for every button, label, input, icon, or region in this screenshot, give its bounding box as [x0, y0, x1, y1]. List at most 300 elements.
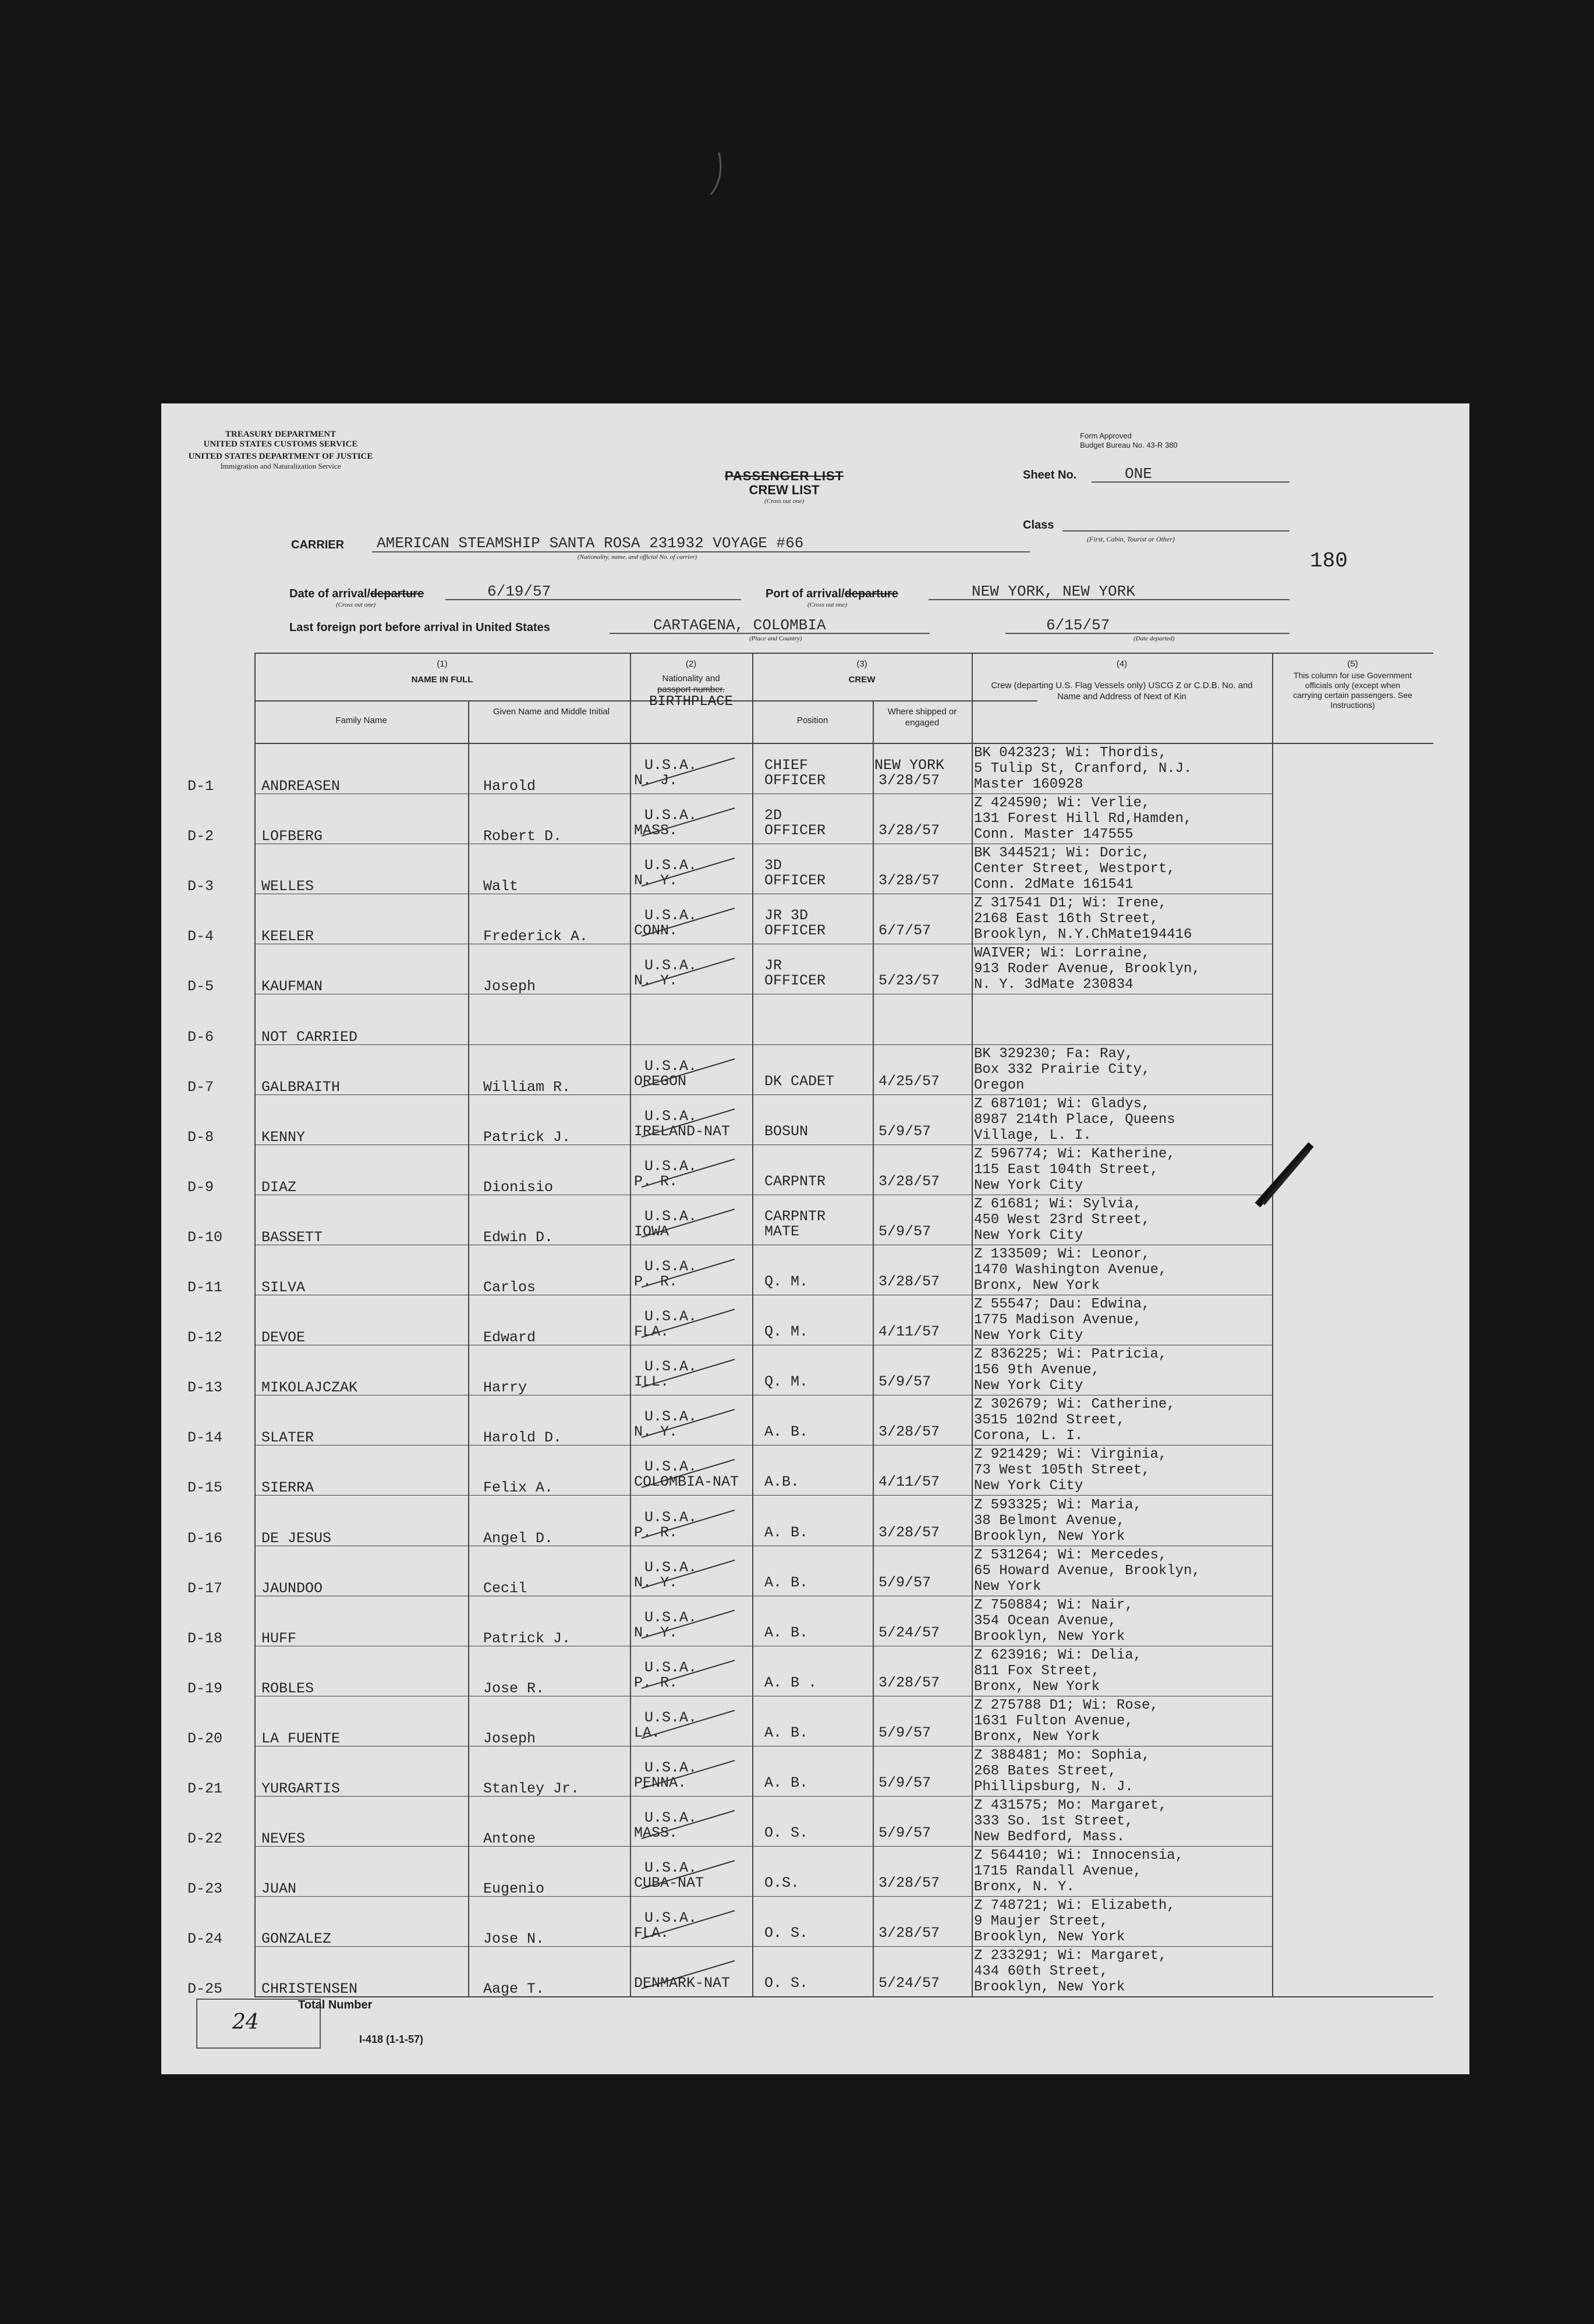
next-of-kin-line-1: Z 317541 D1; Wi: Irene,: [974, 895, 1167, 912]
given-name: Harold: [483, 778, 536, 795]
crew-row: [161, 1746, 1469, 1797]
where-shipped-date: 5/24/57: [879, 1624, 940, 1641]
next-of-kin-line-1: WAIVER; Wi: Lorraine,: [974, 945, 1150, 962]
nationality-strike-mark: [636, 1953, 746, 1993]
total-number-label: Total Number: [298, 1999, 373, 2011]
family-name: JUAN: [261, 1880, 297, 1898]
family-name: LA FUENTE: [261, 1730, 341, 1747]
birthplace: DENMARK-NAT: [634, 1975, 731, 1992]
family-name: GONZALEZ: [261, 1930, 332, 1948]
date-arrival-value: 6/19/57: [487, 583, 551, 600]
row-label: D-9: [187, 1178, 214, 1196]
birthplace: P. R.: [634, 1273, 678, 1290]
form-id: I-418 (1-1-57): [359, 2034, 424, 2045]
next-of-kin-line-2: 333 So. 1st Street,: [974, 1813, 1133, 1830]
agency-header: [185, 430, 377, 471]
where-shipped-date: 3/28/57: [879, 822, 940, 839]
position-line-2: Q. M.: [764, 1373, 809, 1391]
col5-header: [1272, 658, 1433, 710]
where-shipped-date: 5/9/57: [879, 1774, 931, 1791]
sheet-no-line: [1092, 481, 1290, 483]
birthplace: P. R.: [634, 1524, 678, 1541]
next-of-kin-line-1: Z 623916; Wi: Delia,: [974, 1647, 1142, 1663]
nationality-strike-mark: [636, 750, 746, 791]
col3-header: [752, 658, 972, 685]
next-of-kin-line-2: 268 Bates Street,: [974, 1763, 1117, 1779]
class-line: [1062, 530, 1290, 532]
row-label: D-4: [187, 928, 214, 945]
row-label: D-5: [187, 978, 214, 996]
nationality-strike-mark: [636, 1051, 746, 1092]
position-line-2: OFFICER: [764, 822, 826, 839]
nationality: U.S.A.: [644, 1759, 697, 1776]
nationality-strike-mark: [636, 1301, 746, 1342]
given-name: Robert D.: [483, 828, 562, 845]
crew-row: [161, 894, 1469, 944]
birthplace: N. Y.: [634, 972, 678, 990]
crew-row: [161, 1045, 1469, 1095]
row-label: D-17: [187, 1579, 223, 1597]
family-name: HUFF: [261, 1629, 297, 1647]
col1-number: (1): [437, 659, 448, 669]
carrier-value: AMERICAN STEAMSHIP SANTA ROSA 231932 VOYAGE #66: [377, 534, 804, 552]
row-divider: [254, 1996, 1272, 1997]
next-of-kin-line-2: 38 Belmont Avenue,: [974, 1512, 1125, 1529]
nationality-strike-mark: [636, 1903, 746, 1943]
next-of-kin-line-2: 73 West 105th Street,: [974, 1462, 1150, 1479]
family-name: LOFBERG: [261, 828, 323, 845]
col5-number: (5): [1347, 659, 1358, 669]
title-passenger-list: PASSENGER LIST: [724, 469, 844, 483]
next-of-kin-line-3: N. Y. 3dMate 230834: [974, 977, 1133, 993]
position-line-2: A. B.: [764, 1423, 809, 1441]
nationality-strike-mark: [636, 1652, 746, 1693]
next-of-kin-line-2: 1715 Randall Avenue,: [974, 1864, 1142, 1880]
position-line-2: A. B.: [764, 1774, 809, 1791]
birthplace: CONN.: [634, 922, 678, 940]
where-shipped-date: 3/28/57: [879, 1423, 940, 1441]
crew-row: [161, 1897, 1469, 1947]
position-line-1: JR 3D: [764, 907, 809, 924]
nationality-strike-mark: [636, 900, 746, 941]
birthplace: P. R.: [634, 1172, 678, 1190]
family-name: DIAZ: [261, 1178, 297, 1196]
birthplace: N. J.: [634, 772, 678, 789]
col3-number: (3): [856, 659, 867, 669]
col2-number: (2): [685, 659, 697, 669]
date-arrival-note: (Cross out one): [336, 601, 376, 608]
nationality-strike-mark: [636, 1251, 746, 1292]
crew-row: [161, 1095, 1469, 1145]
row-label: D-24: [187, 1930, 223, 1948]
crew-row: [161, 744, 1469, 794]
birthplace: N. Y.: [634, 1624, 678, 1641]
nationality: U.S.A.: [644, 1508, 697, 1526]
row-label: D-7: [187, 1078, 214, 1096]
birthplace: ILL.: [634, 1373, 670, 1391]
birthplace: PENNA.: [634, 1774, 687, 1791]
birthplace: P. R.: [634, 1674, 678, 1691]
crew-row: [161, 844, 1469, 894]
nationality-strike-mark: [636, 1802, 746, 1843]
birthplace: N. Y.: [634, 872, 678, 890]
birthplace: COLOMBIA-NAT: [634, 1473, 739, 1491]
last-port-note: (Place and Country): [749, 635, 802, 642]
next-of-kin-line-1: BK 344521; Wi: Doric,: [974, 845, 1150, 862]
next-of-kin-line-3: Brooklyn, New York: [974, 1979, 1125, 1996]
where-shipped-date: 3/28/57: [879, 1925, 940, 1942]
nationality: U.S.A.: [644, 1308, 697, 1326]
crew-row: [161, 1496, 1469, 1546]
last-port-date: 6/15/57: [1046, 617, 1110, 634]
family-name: SILVA: [261, 1279, 306, 1296]
col2-header: [630, 658, 752, 710]
row-label: D-22: [187, 1830, 223, 1848]
next-of-kin-line-3: Brooklyn, N.Y.ChMate194416: [974, 927, 1192, 943]
next-of-kin-line-1: Z 61681; Wi: Sylvia,: [974, 1196, 1142, 1212]
nationality-strike-mark: [636, 850, 746, 891]
nationality-strike-mark: [636, 950, 746, 991]
col-family-header: Family Name: [335, 715, 387, 725]
nationality: U.S.A.: [644, 1909, 697, 1927]
family-name: ANDREASEN: [261, 778, 341, 795]
birthplace: CUBA-NAT: [634, 1875, 704, 1892]
next-of-kin-line-2: Center Street, Westport,: [974, 861, 1175, 877]
port-arrival-label: [766, 587, 898, 601]
next-of-kin-line-1: Z 431575; Mo: Margaret,: [974, 1798, 1167, 1814]
row-label: D-11: [187, 1279, 223, 1296]
col2-struck: passport number.: [657, 685, 725, 695]
family-name: YURGARTIS: [261, 1780, 341, 1797]
title-crew-list: CREW LIST: [749, 483, 820, 497]
next-of-kin-line-3: New York City: [974, 1328, 1083, 1344]
form-title: [697, 469, 872, 505]
next-of-kin-line-1: Z 133509; Wi: Leonor,: [974, 1246, 1150, 1262]
given-name: Edward: [483, 1329, 536, 1347]
family-name: BASSETT: [261, 1228, 323, 1246]
carrier-note: (Nationality, name, and official No. of carrier): [578, 554, 697, 561]
crew-row: [161, 995, 1469, 1045]
family-name: NOT CARRIED: [261, 1028, 358, 1046]
row-label: D-19: [187, 1680, 223, 1697]
position-line-2: A. B.: [764, 1724, 809, 1741]
port-arrival-note: (Cross out one): [807, 601, 848, 608]
family-name: KAUFMAN: [261, 978, 323, 996]
next-of-kin-line-1: Z 593325; Wi: Maria,: [974, 1497, 1142, 1513]
nationality-strike-mark: [636, 1852, 746, 1893]
row-label: D-23: [187, 1880, 223, 1898]
position-line-2: MATE: [764, 1223, 800, 1240]
given-name: Harry: [483, 1379, 527, 1397]
position-line-2: CARPNTR: [764, 1172, 826, 1190]
given-name: William R.: [483, 1078, 571, 1096]
crew-row: [161, 1847, 1469, 1897]
crew-row: [161, 794, 1469, 844]
class-note: (First, Cabin, Tourist or Other): [1087, 535, 1175, 543]
nationality-strike-mark: [636, 1602, 746, 1643]
where-shipped-date: 3/28/57: [879, 872, 940, 890]
sheet-no-label: Sheet No.: [1023, 469, 1077, 481]
table-top-line: [254, 653, 1433, 654]
family-name: KENNY: [261, 1128, 306, 1146]
given-name: Eugenio: [483, 1880, 545, 1898]
given-name: Cecil: [483, 1579, 527, 1597]
where-shipped-date: 5/9/57: [879, 1373, 931, 1391]
col-position-header: Position: [796, 715, 828, 725]
agency-line-3: UNITED STATES DEPARTMENT OF JUSTICE: [188, 452, 373, 461]
budget-bureau-text: Budget Bureau No. 43-R 380: [1080, 441, 1178, 449]
given-name: Walt: [483, 878, 519, 895]
where-shipped-date: 6/7/57: [879, 922, 931, 940]
where-shipped-date: 5/23/57: [879, 972, 940, 990]
port-arrival-label-struck: departure: [844, 587, 898, 600]
given-name: Edwin D.: [483, 1228, 554, 1246]
next-of-kin-line-1: Z 836225; Wi: Patricia,: [974, 1347, 1167, 1363]
nationality-strike-mark: [636, 1752, 746, 1793]
port-arrival-value: NEW YORK, NEW YORK: [972, 583, 1135, 600]
agency-line-4: Immigration and Naturalization Service: [220, 462, 341, 470]
next-of-kin-line-1: Z 748721; Wi: Elizabeth,: [974, 1898, 1175, 1914]
birthplace: OREGON: [634, 1072, 687, 1090]
col1-header: [254, 658, 630, 685]
row-label: D-21: [187, 1780, 223, 1797]
where-shipped-date: 5/9/57: [879, 1574, 931, 1591]
where-shipped-date: 3/28/57: [879, 1674, 940, 1691]
crew-row: [161, 1696, 1469, 1746]
where-shipped-place: NEW YORK: [874, 757, 945, 774]
position-line-2: A. B.: [764, 1524, 809, 1541]
next-of-kin-line-1: BK 329230; Fa: Ray,: [974, 1046, 1133, 1062]
where-shipped-date: 5/24/57: [879, 1975, 940, 1992]
position-line-1: CHIEF: [764, 757, 809, 774]
row-label: D-8: [187, 1128, 214, 1146]
next-of-kin-line-2: 354 Ocean Avenue,: [974, 1613, 1117, 1629]
nationality-strike-mark: [636, 1151, 746, 1192]
crew-row: [161, 1797, 1469, 1847]
next-of-kin-line-2: 913 Roder Avenue, Brooklyn,: [974, 961, 1200, 977]
date-arrival-line: [445, 599, 741, 600]
next-of-kin-line-3: Bronx, New York: [974, 1278, 1100, 1294]
nationality: U.S.A.: [644, 1258, 697, 1275]
row-label: D-20: [187, 1730, 223, 1747]
position-line-2: O.S.: [764, 1875, 800, 1892]
position-line-2: O. S.: [764, 1975, 809, 1992]
crew-row: [161, 1395, 1469, 1446]
col5-title: This column for use Government officials only (except when carrying certain passengers. See Instructions): [1293, 671, 1412, 710]
next-of-kin-line-3: Master 160928: [974, 777, 1083, 792]
row-label: D-15: [187, 1479, 223, 1497]
given-name: Harold D.: [483, 1429, 562, 1447]
given-name: Carlos: [483, 1279, 536, 1296]
position-line-2: A. B.: [764, 1574, 809, 1591]
family-name: DEVOE: [261, 1329, 306, 1347]
nationality: U.S.A.: [644, 1107, 697, 1125]
nationality-strike-mark: [636, 1552, 746, 1593]
next-of-kin-line-1: Z 921429; Wi: Virginia,: [974, 1447, 1167, 1463]
birthplace: N. Y.: [634, 1574, 678, 1591]
nationality-strike-mark: [636, 800, 746, 841]
last-port-date-line: [1005, 633, 1290, 634]
agency-line-2: UNITED STATES CUSTOMS SERVICE: [203, 440, 358, 449]
crew-row: [161, 1596, 1469, 1646]
given-name: Aage T.: [483, 1981, 545, 1998]
family-name: CHRISTENSEN: [261, 1981, 358, 1998]
crew-row: [161, 1646, 1469, 1696]
row-label: D-16: [187, 1529, 223, 1547]
next-of-kin-line-2: 9 Maujer Street,: [974, 1914, 1108, 1930]
last-port-label: Last foreign port before arrival in United States: [289, 621, 550, 634]
nationality: U.S.A.: [644, 1659, 697, 1676]
position-line-2: O. S.: [764, 1925, 809, 1942]
position-line-2: OFFICER: [764, 772, 826, 789]
col4-title: Crew (departing U.S. Flag Vessels only) USCG Z or C.D.B. No. and Name and Address of Next of Kin: [991, 681, 1253, 702]
col1-title: NAME IN FULL: [411, 675, 473, 685]
next-of-kin-line-2: Box 332 Prairie City,: [974, 1061, 1150, 1078]
next-of-kin-line-2: 65 Howard Avenue, Brooklyn,: [974, 1563, 1200, 1579]
sheet-no-value: ONE: [1125, 465, 1152, 483]
row-label: D-2: [187, 828, 214, 845]
next-of-kin-line-3: Corona, L. I.: [974, 1428, 1083, 1444]
family-name: SIERRA: [261, 1479, 314, 1497]
next-of-kin-line-2: 434 60th Street,: [974, 1964, 1108, 1980]
nationality: U.S.A.: [644, 1408, 697, 1426]
position-line-2: A. B.: [764, 1624, 809, 1641]
nationality-strike-mark: [636, 1451, 746, 1492]
crew-row: [161, 944, 1469, 994]
nationality: U.S.A.: [644, 1207, 697, 1225]
nationality: U.S.A.: [644, 1609, 697, 1626]
position-line-2: OFFICER: [764, 872, 826, 890]
where-shipped-date: 5/9/57: [879, 1223, 931, 1240]
next-of-kin-line-3: Brooklyn, New York: [974, 1929, 1125, 1946]
col4-number: (4): [1116, 659, 1128, 669]
position-line-1: JR: [764, 957, 782, 975]
next-of-kin-line-3: Conn. Master 147555: [974, 827, 1133, 843]
next-of-kin-line-2: 1775 Madison Avenue,: [974, 1312, 1142, 1328]
birthplace: N. Y.: [634, 1423, 678, 1441]
given-name: Angel D.: [483, 1529, 554, 1547]
last-port-date-note: (Date departed): [1133, 635, 1175, 642]
nationality-strike-mark: [636, 1351, 746, 1392]
carrier-line: [372, 551, 1030, 552]
next-of-kin-line-3: Oregon: [974, 1077, 1025, 1093]
nationality: U.S.A.: [644, 1358, 697, 1376]
given-name: Jose R.: [483, 1680, 545, 1697]
birthplace: LA.: [634, 1724, 661, 1741]
nationality-strike-mark: [636, 1201, 746, 1242]
position-line-1: 3D: [764, 857, 782, 874]
port-arrival-line: [929, 599, 1290, 600]
next-of-kin-line-3: New Bedford, Mass.: [974, 1829, 1125, 1845]
birthplace: MASS.: [634, 1825, 678, 1842]
carrier-label: CARRIER: [291, 539, 345, 551]
crew-row: [161, 1446, 1469, 1496]
next-of-kin-line-2: 811 Fox Street,: [974, 1663, 1100, 1679]
row-label: D-18: [187, 1629, 223, 1647]
row-label: D-10: [187, 1228, 223, 1246]
next-of-kin-line-1: Z 531264; Wi: Mercedes,: [974, 1547, 1167, 1563]
col-given-header: Given Name and Middle Initial: [493, 707, 610, 717]
row-label: D-25: [187, 1981, 223, 1998]
next-of-kin-line-2: 131 Forest Hill Rd,Hamden,: [974, 811, 1192, 827]
family-name: KEELER: [261, 928, 314, 945]
col2-typed: BIRTHPLACE: [649, 694, 734, 710]
next-of-kin-line-1: Z 564410; Wi: Innocensia,: [974, 1848, 1184, 1864]
nationality: U.S.A.: [644, 1709, 697, 1726]
given-name: Felix A.: [483, 1479, 554, 1497]
margin-scribble: [1253, 1140, 1317, 1210]
next-of-kin-line-1: Z 275788 D1; Wi: Rose,: [974, 1697, 1159, 1713]
where-shipped-date: 5/9/57: [879, 1825, 931, 1842]
row-label: D-3: [187, 878, 214, 895]
class-label: Class: [1023, 519, 1054, 532]
date-arrival-label-text: Date of arrival/: [289, 587, 370, 600]
given-name: Antone: [483, 1830, 536, 1848]
next-of-kin-line-1: Z 388481; Mo: Sophia,: [974, 1748, 1150, 1763]
next-of-kin-line-1: Z 750884; Wi: Nair,: [974, 1597, 1133, 1613]
next-of-kin-line-3: New York: [974, 1578, 1042, 1595]
nationality-strike-mark: [636, 1101, 746, 1142]
next-of-kin-line-2: 156 9th Avenue,: [974, 1362, 1100, 1379]
nationality: U.S.A.: [644, 957, 697, 975]
next-of-kin-line-2: 2168 East 16th Street,: [974, 911, 1159, 927]
nationality: U.S.A.: [644, 1558, 697, 1576]
given-name: Joseph: [483, 1730, 536, 1747]
total-number-value: 24: [232, 2010, 259, 2034]
agency-line-1: TREASURY DEPARTMENT: [225, 430, 336, 439]
where-shipped-date: 5/9/57: [879, 1122, 931, 1140]
next-of-kin-line-1: Z 233291; Wi: Margaret,: [974, 1948, 1167, 1964]
family-name: DE JESUS: [261, 1529, 332, 1547]
crew-row: [161, 1345, 1469, 1395]
nationality: U.S.A.: [644, 1859, 697, 1877]
next-of-kin-line-2: 1470 Washington Avenue,: [974, 1262, 1167, 1278]
form-approved-text: Form Approved: [1080, 431, 1132, 440]
where-shipped-date: 3/28/57: [879, 772, 940, 789]
nationality-strike-mark: [636, 1502, 746, 1543]
page-number: 180: [1310, 549, 1348, 573]
col4-header: [972, 658, 1272, 702]
next-of-kin-line-3: Village, L. I.: [974, 1127, 1092, 1143]
position-line-2: OFFICER: [764, 972, 826, 990]
next-of-kin-line-2: 5 Tulip St, Cranford, N.J.: [974, 761, 1192, 777]
next-of-kin-line-1: Z 596774; Wi: Katherine,: [974, 1146, 1175, 1162]
family-name: MIKOLAJCZAK: [261, 1379, 358, 1397]
title-note: (Cross out one): [764, 498, 805, 505]
crew-row: [161, 1295, 1469, 1345]
given-name: Joseph: [483, 978, 536, 996]
position-line-2: A. B .: [764, 1674, 817, 1691]
where-shipped-date: 3/28/57: [879, 1524, 940, 1541]
port-arrival-label-text: Port of arrival/: [766, 587, 845, 600]
last-port-line: [610, 633, 930, 634]
nationality: U.S.A.: [644, 757, 697, 774]
family-name: GALBRAITH: [261, 1078, 341, 1096]
where-shipped-date: 4/11/57: [879, 1323, 940, 1341]
given-name: Patrick J.: [483, 1629, 571, 1647]
position-line-2: Q. M.: [764, 1273, 809, 1290]
date-arrival-label-struck: departure: [370, 587, 424, 600]
date-arrival-label: [289, 587, 424, 601]
row-label: D-14: [187, 1429, 223, 1447]
crew-list-form: [161, 403, 1469, 2074]
next-of-kin-line-3: New York City: [974, 1177, 1083, 1193]
next-of-kin-line-3: Bronx, New York: [974, 1728, 1100, 1745]
family-name: NEVES: [261, 1830, 306, 1848]
nationality: U.S.A.: [644, 1057, 697, 1075]
row-label: D-1: [187, 778, 214, 795]
where-shipped-date: 5/9/57: [879, 1724, 931, 1741]
